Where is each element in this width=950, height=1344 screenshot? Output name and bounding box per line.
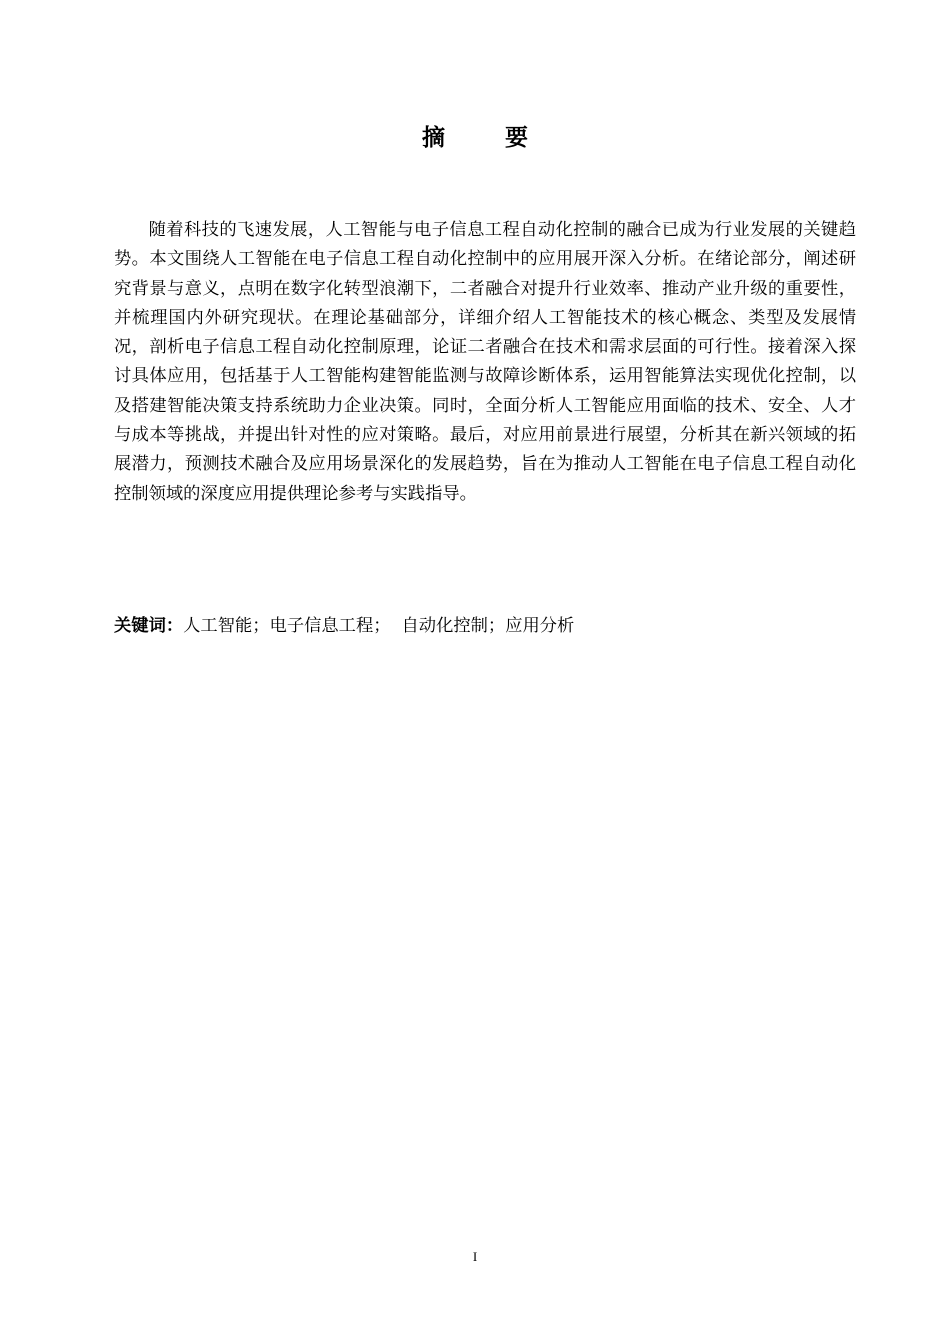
page-title: 摘 要	[421, 125, 554, 151]
keywords-label: 关键词：	[114, 616, 184, 636]
keywords-value: 人工智能；电子信息工程； 自动化控制；应用分析	[183, 616, 575, 636]
abstract-paragraph: 随着科技的飞速发展，人工智能与电子信息工程自动化控制的融合已成为行业发展的关键趋势。本文围绕人工智能在电子信息工程自动化控制中的应用展开深入分析。在绪论部分，阐述研究背景与意义，点明在数字化转型浪潮下，二者融合对提升行业效率、推动产业升级的重要性，并梳理国内外研究现状。在理论基础部分，详细介绍人工智能技术的核心概念、类型及发展情况，剖析电子信息工程自动化控制原理，论证二者融合在技术和需求层面的可行性。接着深入探讨具体应用，包括基于人工智能构建智能监测与故障诊断体系，运用智能算法实现优化控制，以及搭建智能决策支持系统助力企业决策。同时，全面分析人工智能应用面临的技术、安全、人才与成本等挑战，并提出针对性的应对策略。最后，对应用前景进行展望，分析其在新兴领域的拓展潜力，预测技术融合及应用场景深化的发展趋势，旨在为推动人工智能在电子信息工程自动化控制领域的深度应用提供理论参考与实践指导。	[114, 220, 856, 504]
page-number: I	[472, 1249, 478, 1264]
keywords-line	[114, 612, 856, 641]
